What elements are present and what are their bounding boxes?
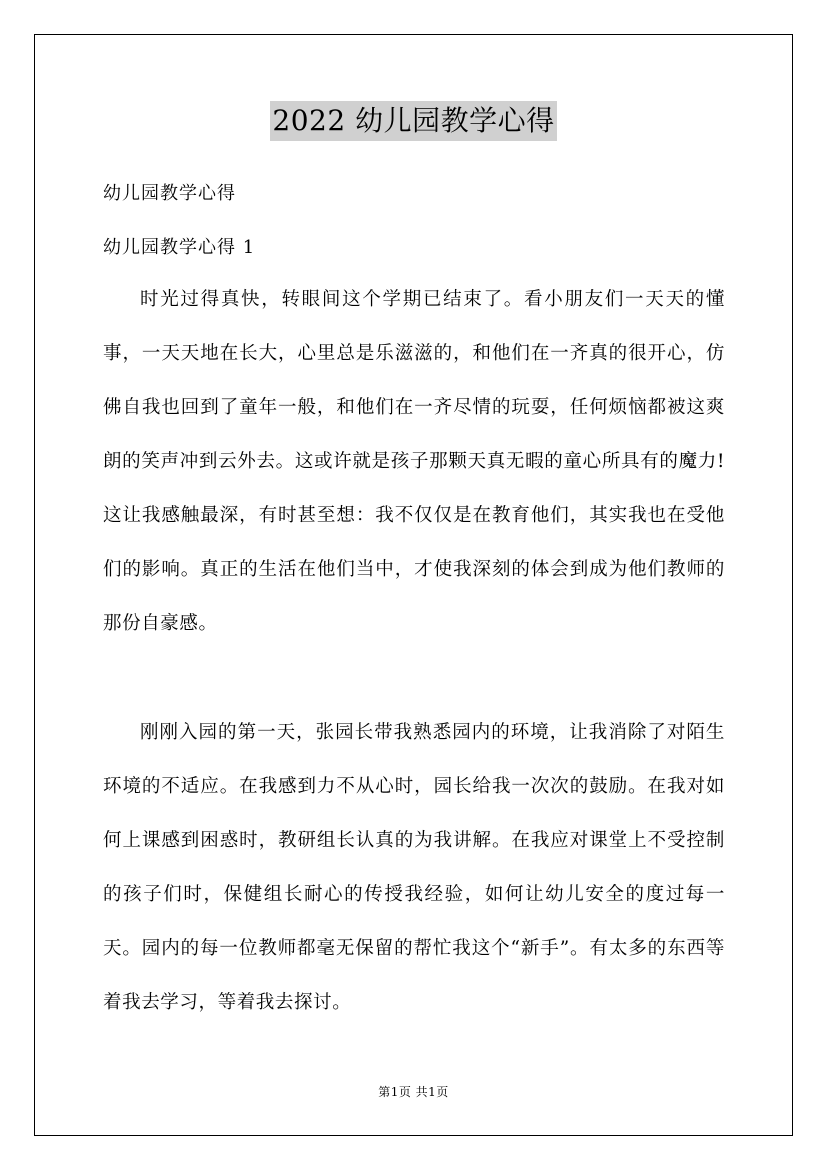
document-title: 2022 幼儿园教学心得	[270, 101, 556, 141]
document-subtitle: 幼儿园教学心得	[103, 183, 236, 204]
title-container	[0, 101, 827, 141]
paragraph-1: 时光过得真快，转眼间这个学期已结束了。看小朋友们一天天的懂事，一天天地在长大，心里总是乐滋滋的，和他们在一齐真的很开心，仿佛自我也回到了童年一般，和他们在一齐尽情的玩耍，任何烦恼都被这爽朗的笑声冲到云外去。这或许就是孩子那颗天真无暇的童心所具有的魔力!这让我感触最深，有时甚至想：我不仅仅是在教育他们，其实我也在受他们的影响。真正的生活在他们当中，才使我深刻的体会到成为他们教师的那份自豪感。	[103, 289, 725, 634]
paragraph-2: 刚刚入园的第一天，张园长带我熟悉园内的环境，让我消除了对陌生环境的不适应。在我感到力不从心时，园长给我一次次的鼓励。在我对如何上课感到困惑时，教研组长认真的为我讲解。在我应对课堂上不受控制的孩子们时，保健组长耐心的传授我经验，如何让幼儿安全的度过每一天。园内的每一位教师都毫无保留的帮忙我这个“新手”。有太多的东西等着我去学习，等着我去探讨。	[103, 722, 725, 1013]
section-heading: 幼儿园教学心得 1	[103, 237, 256, 258]
page-footer: 第1页 共1页	[378, 1085, 449, 1099]
